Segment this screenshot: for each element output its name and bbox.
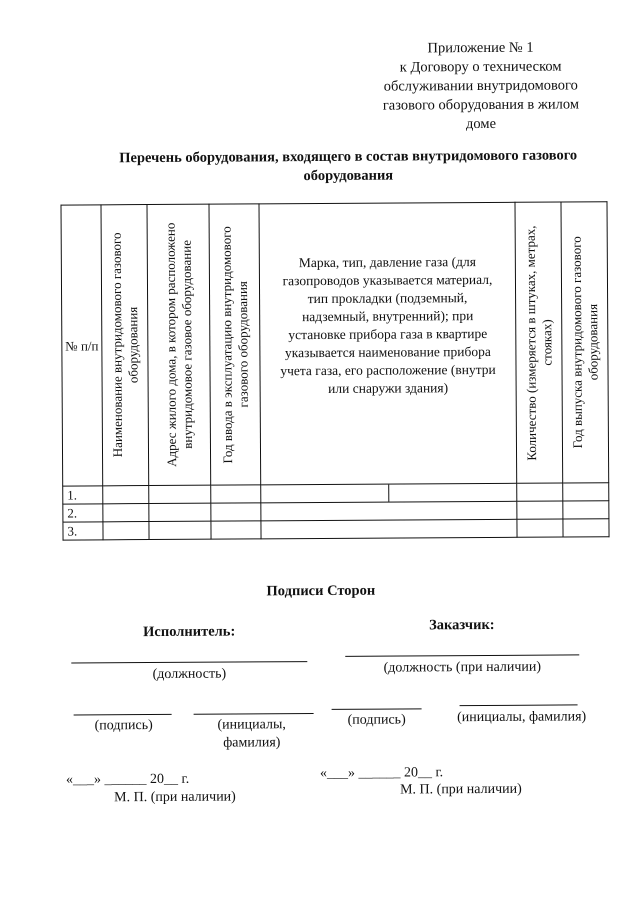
executor-label: Исполнитель: (143, 623, 236, 641)
table-cell (517, 501, 563, 519)
table-cell (261, 483, 517, 503)
table-cell (517, 483, 563, 501)
header-equipment-name: Наименование внутридомового газового оборудования (101, 205, 149, 486)
table-cell (261, 501, 517, 521)
table-cell (149, 503, 211, 521)
table-cell (211, 521, 261, 539)
table-cell (563, 519, 609, 537)
table-cell (517, 519, 563, 537)
table-cell (149, 485, 211, 503)
header-quantity: Количество (измеряется в штуках, метрах, стояках) (515, 202, 563, 483)
appendix-line: доме (465, 115, 497, 133)
header-number: № п/п (61, 205, 103, 486)
table-cell (211, 503, 261, 521)
executor-name-line (194, 713, 314, 715)
executor-position-line (71, 661, 307, 663)
customer-position-caption: (должность (при наличии) (383, 659, 542, 676)
appendix-line: к Договору о техническом (399, 58, 562, 76)
customer-signature-caption: (подпись) (347, 712, 406, 728)
executor-position-caption: (должность) (152, 666, 227, 683)
appendix-line: газового оборудования в жилом (382, 96, 580, 114)
customer-label: Заказчик: (429, 616, 495, 634)
customer-name-caption: (инициалы, фамилия) (457, 709, 587, 726)
header-address: Адрес жилого дома, в котором расположено внутридомовое газовое оборудование (147, 204, 211, 485)
table-cell (149, 521, 211, 539)
header-commissioning-year: Год ввода в эксплуатацию внутридомового газового оборудования (209, 204, 261, 485)
header-manufacture-year: Год выпуска внутридомового газового оборудования (561, 202, 609, 483)
equipment-table (60, 201, 609, 540)
table-cell (563, 483, 609, 501)
executor-signature-line (74, 714, 172, 716)
table-header-row (61, 202, 609, 486)
customer-date: «___» ______ 20__ г. (319, 765, 444, 782)
customer-signature-line (332, 708, 422, 710)
executor-stamp: М. П. (при наличии) (114, 789, 236, 806)
table-cell (211, 485, 261, 503)
row-number: 2. (63, 504, 103, 522)
signatures-title: Подписи Сторон (266, 582, 376, 600)
document-title (98, 146, 598, 187)
executor-date: «___» ______ 20__ г. (65, 771, 190, 788)
table-cell (563, 501, 609, 519)
row-number: 1. (63, 486, 103, 504)
table-row (63, 519, 609, 540)
table-cell (261, 519, 517, 539)
table-cell (103, 504, 149, 522)
customer-name-line (460, 704, 578, 706)
executor-signature-caption: (подпись) (94, 718, 153, 734)
table-cell (103, 486, 149, 504)
appendix-line: Приложение № 1 (427, 39, 534, 57)
appendix-note (369, 38, 592, 134)
customer-stamp: М. П. (при наличии) (400, 781, 522, 798)
title-line-1: Перечень оборудования, входящего в состав внутридомового газового (119, 147, 578, 167)
executor-name-caption: (инициалы, фамилия) (217, 717, 286, 751)
header-brand-type: Марка, тип, давление газа (для газопроводов указывается материал, тип прокладки (подземный, надземный, внутренний); при установке прибора газа в квартире указывается наименование прибора учета газа, его расположение (внутри или снаружи здания) (259, 202, 517, 485)
title-line-2: оборудования (303, 167, 394, 185)
table-cell (103, 522, 149, 540)
row-number: 3. (63, 522, 103, 540)
customer-position-line (345, 654, 579, 656)
appendix-line: обслуживании внутридомового (383, 77, 578, 95)
